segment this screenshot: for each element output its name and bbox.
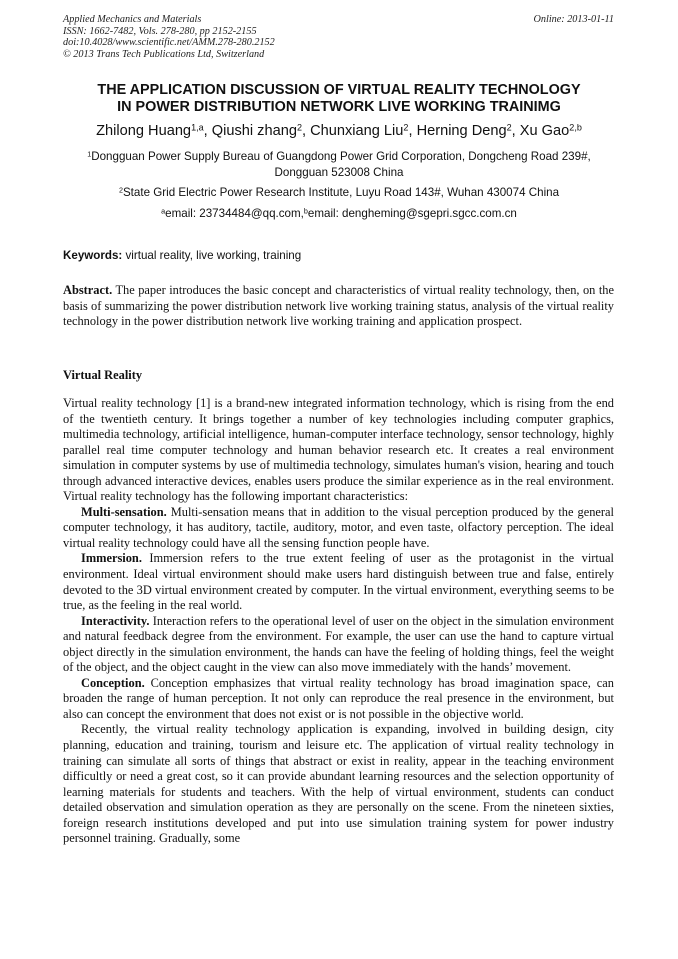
journal-name: Applied Mechanics and Materials bbox=[63, 14, 202, 25]
paper-title bbox=[50, 82, 628, 116]
affiliation-1-line-1: Dongguan Power Supply Bureau of Guangdong Power Grid Corporation, Dongcheng Road 239#, bbox=[91, 150, 591, 163]
affiliation-1 bbox=[55, 149, 623, 181]
author-name: Xu Gao bbox=[519, 123, 570, 139]
paragraph-text: Interaction refers to the operational level of user on the object in the simulation environment and natural feedback degree from the environment. For example, the user can use the hand to capture virtual object directly in the simulation environment, the hands can have the feeling of holding things, feel the weight of the object, and the object caught in the view can also move immediately with the hands’ movement. bbox=[63, 613, 614, 675]
title-line-1: THE APPLICATION DISCUSSION OF VIRTUAL REALITY TECHNOLOGY bbox=[97, 82, 581, 98]
issn-line: ISSN: 1662-7482, Vols. 278-280, pp 2152-2155 bbox=[63, 25, 257, 37]
run-in-heading: Interactivity. bbox=[81, 613, 150, 628]
abstract-label: Abstract. bbox=[63, 283, 113, 297]
paragraph bbox=[63, 614, 614, 676]
journal-header bbox=[63, 14, 614, 60]
title-line-2: IN POWER DISTRIBUTION NETWORK LIVE WORKING TRAINIMG bbox=[117, 99, 561, 115]
online-date: Online: 2013-01-11 bbox=[533, 14, 614, 25]
author bbox=[520, 123, 582, 139]
affiliation-1-line-2: Dongguan 523008 China bbox=[274, 166, 404, 179]
abstract bbox=[63, 283, 614, 330]
author-emails bbox=[55, 206, 623, 222]
affiliation-2-text: State Grid Electric Power Research Institute, Luyu Road 143#, Wuhan 430074 China bbox=[122, 186, 560, 199]
author-separator: , bbox=[203, 123, 212, 139]
section-body bbox=[63, 396, 614, 847]
paragraph-text: Conception emphasizes that virtual reality technology has broad imagination space, can broaden the range of human perception. It not only can reproduce the real presence in the environment, but also can concept the environment that does not exist or is not possible in the objective world. bbox=[63, 675, 614, 721]
paragraph bbox=[63, 676, 614, 723]
abstract-text: The paper introduces the basic concept and characteristics of virtual reality technology, then, on the basis of summarizing the power distribution network live working training status, analysis of the virtual reality technology in the power distribution network live working training and application prospect. bbox=[63, 283, 614, 329]
paragraph-text: Multi-sensation means that in addition to the visual perception produced by the general computer technology, it has auditory, tactile, auditory, motor, and even taste, olfactory perception. The ideal virtual reality technology could have all the sensing function people have. bbox=[63, 504, 614, 550]
paragraph: Virtual reality technology [1] is a brand-new integrated information technology, which is rising from the end of the twentieth century. It brings together a number of key technologies including computer graphics, multimedia technology, artificial intelligence, human-computer interface technology, sensor technology, highly parallel real time computer technology and human behavior research etc. It creates a real environment simulation in computer systems by use of multimedia technology, simulates human's vision, hearing and touch through advanced interactive devices, enables users produce the similar experience as in the real environment. Virtual reality technology has the following important characteristics: bbox=[63, 396, 614, 504]
keywords-text: virtual reality, live working, training bbox=[122, 249, 302, 262]
author-name: Chunxiang Liu bbox=[310, 123, 404, 139]
run-in-heading: Immersion. bbox=[81, 551, 142, 566]
author bbox=[212, 123, 310, 139]
author-affiliation-mark: 2 bbox=[506, 122, 512, 133]
section-heading: Virtual Reality bbox=[63, 368, 143, 382]
author bbox=[96, 123, 212, 139]
author-separator: , bbox=[511, 123, 520, 139]
affiliation-1-mark: 1 bbox=[87, 149, 92, 159]
affiliation-2 bbox=[55, 185, 623, 201]
author bbox=[417, 123, 520, 139]
author-separator: , bbox=[408, 123, 417, 139]
run-in-heading: Multi-sensation. bbox=[81, 504, 167, 519]
author-affiliation-mark: 2 bbox=[296, 122, 302, 133]
author-name: Herning Deng bbox=[416, 123, 507, 139]
run-in-heading: Conception. bbox=[81, 675, 145, 690]
email-a-mark: a bbox=[161, 206, 166, 216]
author bbox=[310, 123, 416, 139]
email-a: email: 23734484@qq.com, bbox=[165, 207, 304, 220]
email-b-mark: b bbox=[303, 206, 308, 216]
author-list bbox=[40, 122, 638, 140]
author-affiliation-mark: 2,b bbox=[569, 122, 582, 133]
paragraph bbox=[63, 505, 614, 552]
author-name: Zhilong Huang bbox=[96, 123, 192, 139]
paragraph bbox=[63, 551, 614, 613]
copyright-line: © 2013 Trans Tech Publications Ltd, Switzerland bbox=[63, 48, 265, 60]
author-separator: , bbox=[301, 123, 311, 139]
email-b: email: dengheming@sgepri.sgcc.com.cn bbox=[307, 207, 517, 220]
author-name: Qiushi zhang bbox=[211, 123, 297, 139]
paragraph-text: Immersion refers to the true extent feeling of user as the protagonist in the virtual environment. Ideal virtual environment should make users hard distinguish between true and false, entirely devoted to the 3D virtual environment created by computer. In the virtual environment, everything seems to be true, as the feeling in the real world. bbox=[63, 551, 614, 613]
author-affiliation-mark: 2 bbox=[403, 122, 409, 133]
doi-line: doi:10.4028/www.scientific.net/AMM.278-280.2152 bbox=[63, 37, 275, 49]
keywords bbox=[63, 248, 614, 263]
paragraph: Recently, the virtual reality technology application is expanding, involved in building design, city planning, education and training, tourism and leisure etc. The application of virtual reality technology in training can simulate all sorts of things that abstract or exist in reality, appear in the teaching environment difficultly or need a great cost, so it can provide abundant learning resources and the selection opportunity of learning materials for students and teachers. With the help of virtual environment, students can conduct detailed observation and simulation operation as they are personally on the scene. From the nineteen sixties, foreign research institutions developed and put into use simulation training system for power industry personnel training. Gradually, some bbox=[63, 722, 614, 846]
keywords-label: Keywords: bbox=[63, 249, 123, 262]
author-affiliation-mark: 1,a bbox=[191, 122, 204, 133]
affiliation-2-mark: 2 bbox=[118, 185, 123, 195]
